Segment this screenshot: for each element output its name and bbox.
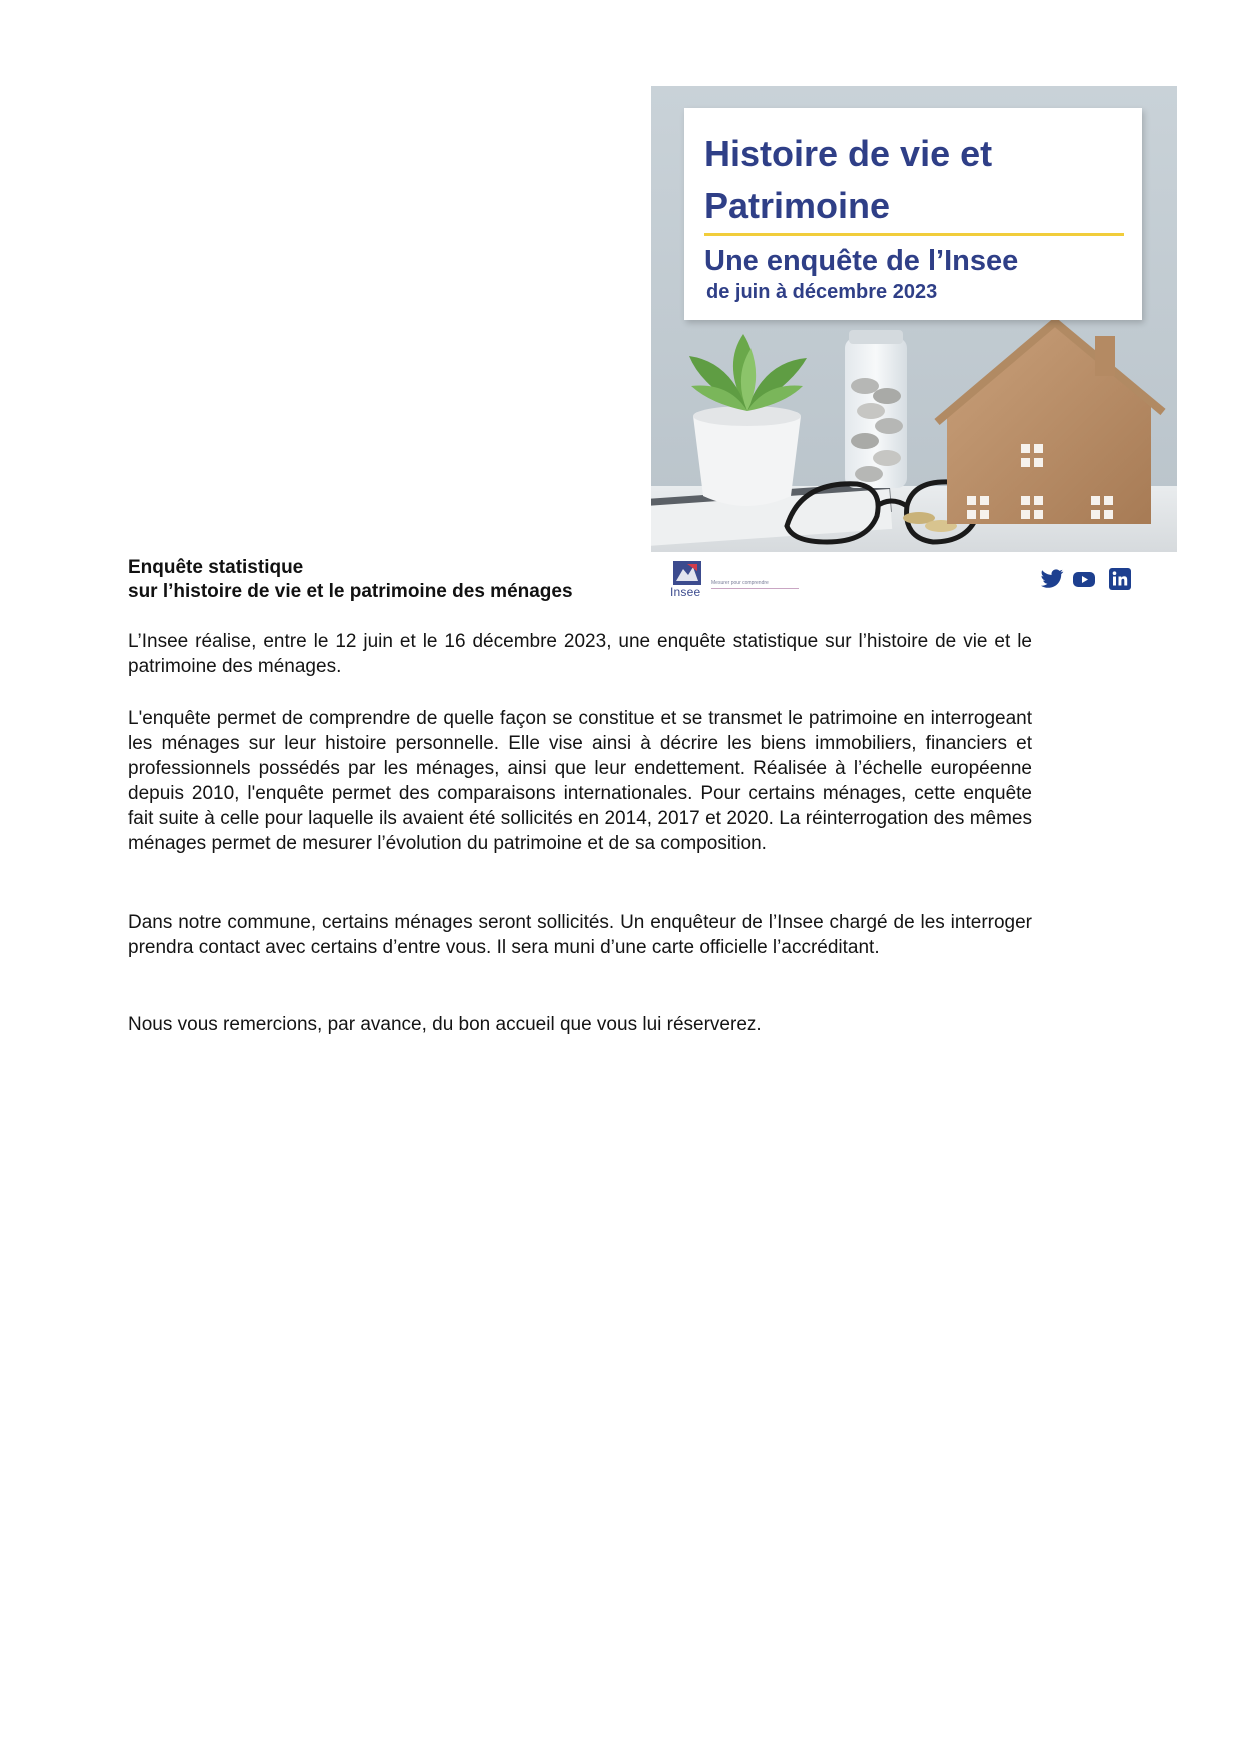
paragraph-thanks: Nous vous remercions, par avance, du bon accueil que vous lui réserverez. xyxy=(128,1014,762,1035)
paragraph-purpose: L'enquête permet de comprendre de quelle façon se constitue et se transmet le patrimoine en interrogeant les ménages sur leur histoire personnelle. Elle vise ainsi à décrire les biens immobiliers, financiers et professionnels possédés par les ménages, ainsi que leur endettement. Réalisée à l’échelle européenne depuis 2010, l'enquête permet des comparaisons internationales. Pour certains ménages, cette enquête fait suite à celle pour laquelle ils avaient été sollicités en 2014, 2017 et 2020. La réinterrogation des mêmes ménages permet de mesurer l’évolution du patrimoine et de sa composition. xyxy=(128,708,1032,854)
insee-logo-tagline: Mesurer pour comprendre xyxy=(711,580,769,586)
linkedin-icon[interactable] xyxy=(1108,567,1132,591)
document-heading xyxy=(128,556,573,604)
heading-line-2: sur l’histoire de vie et le patrimoine des ménages xyxy=(128,581,573,602)
hero-title-card xyxy=(684,108,1142,320)
hero-subtitle: Une enquête de l’Insee xyxy=(704,245,1019,277)
twitter-icon[interactable] xyxy=(1040,567,1064,591)
insee-logo-word: Insee xyxy=(670,585,701,599)
paragraph-commune: Dans notre commune, certains ménages seront sollicités. Un enquêteur de l’Insee chargé de les interroger prendra contact avec certains d’entre vous. Il sera muni d’une carte officielle l’accréditant. xyxy=(128,912,1032,958)
insee-logo xyxy=(669,561,801,601)
youtube-icon[interactable] xyxy=(1072,567,1096,591)
hero-title: Histoire de vie et Patrimoine xyxy=(704,133,993,226)
insee-logo-mark-icon xyxy=(673,561,701,585)
hero-divider xyxy=(704,233,1124,236)
insee-logo-underline xyxy=(711,588,799,589)
heading-line-1: Enquête statistique xyxy=(128,557,304,578)
hero-image xyxy=(651,86,1177,552)
hero-dates: de juin à décembre 2023 xyxy=(706,281,938,303)
paragraph-intro: L’Insee réalise, entre le 12 juin et le 16 décembre 2023, une enquête statistique sur l’histoire de vie et le patrimoine des ménages. xyxy=(128,631,1032,677)
